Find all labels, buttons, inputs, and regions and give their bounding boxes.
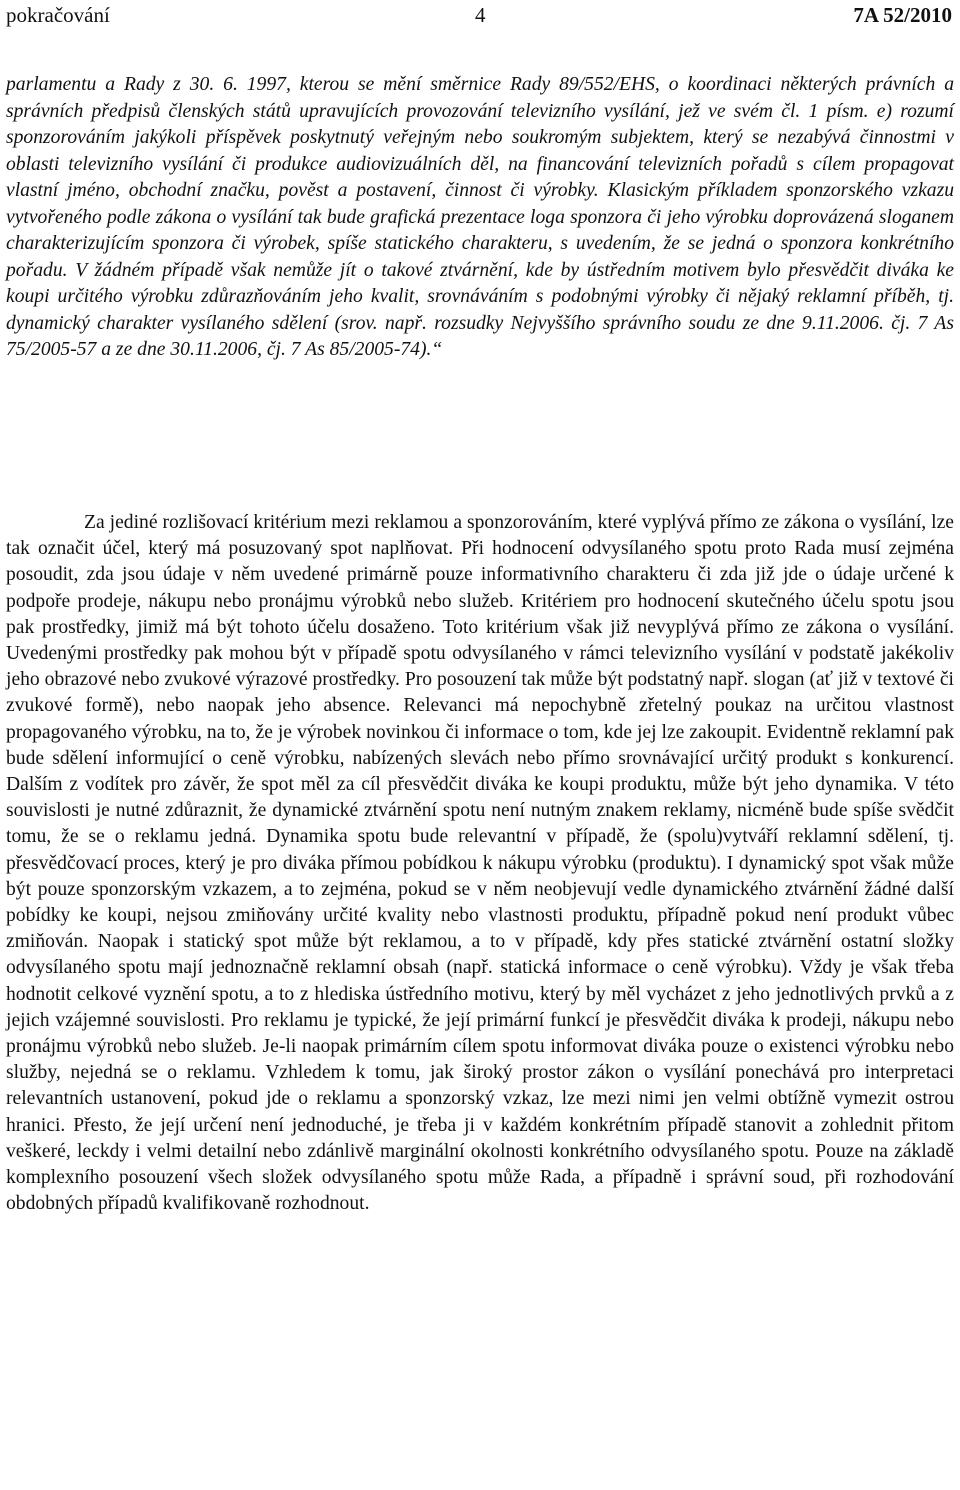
page-number: 4 <box>475 3 486 27</box>
quoted-paragraph: parlamentu a Rady z 30. 6. 1997, kterou se mění směrnice Rady 89/552/EHS, o koordinaci některých právních a správních předpisů členských států upravujících provozování televizního vysílání, jež ve svém čl. 1 písm. e) rozumí sponzorováním jakýkoli příspěvek poskytnutý veřejným nebo soukromým subjektem, který se nezabývá činnostmi v oblasti televizního vysílání či produkce audiovizuálních děl, na financování televizních pořadů s cílem propagovat vlastní jméno, obchodní značku, pověst a postavení, činnost či výrobky. Klasickým příkladem sponzorského vzkazu vytvořeného podle zákona o vysílání tak bude grafická prezentace loga sponzora či jeho výrobku doprovázená sloganem charakterizujícím sponzora či výrobek, spíše statického charakteru, s uvedením, že se jedná o sponzora konkrétního pořadu. V žádném případě však nemůže jít o takové ztvárnění, kde by ústředním motivem bylo přesvědčit diváka ke koupi určitého výrobku zdůrazňováním jeho kvalit, srovnáváním s podobnými výrobky či nějaký reklamní příběh, tj. dynamický charakter vysílaného sdělení (srov. např. rozsudky Nejvyššího správního soudu ze dne 9.11.2006. čj. 7 As 75/2005-57 a ze dne 30.11.2006, čj. 7 As 85/2005-74).“ <box>6 74 954 360</box>
body-paragraph: Za jediné rozlišovací kritérium mezi reklamou a sponzorováním, které vyplývá přímo ze zákona o vysílání, lze tak označit účel, který má posuzovaný spot naplňovat. Při hodnocení odvysílaného spotu proto Rada musí zejména posoudit, zda jsou údaje v něm uvedené primárně pouze informativního charakteru či zda již jde o údaje určené k podpoře prodeje, nákupu nebo pronájmu výrobků nebo služeb. Kritériem pro hodnocení skutečného účelu spotu jsou pak prostředky, jimiž má být tohoto účelu dosaženo. Toto kritérium však již nevyplývá přímo ze zákona o vysílání. Uvedenými prostředky pak mohou být v případě spotu odvysílaného v rámci televizního vysílání v podstatě jakékoliv jeho obrazové nebo zvukové výrazové prostředky. Pro posouzení tak může být podstatný např. slogan (ať již v textové či zvukové formě), nebo naopak jeho absence. Relevanci má nepochybně zřetelný poukaz na určitou vlastnost propagovaného výrobku, na to, že je výrobek novinkou či informace o tom, kde jej lze zakoupit. Evidentně reklamní pak bude sdělení informující o ceně výrobku, nabízených slevách nebo přímo srovnávající určitý produkt s konkurencí. Dalším z vodítek pro závěr, že spot měl za cíl přesvědčit diváka ke koupi produktu, může být jeho dynamika. V této souvislosti je nutné zdůraznit, že dynamické ztvárnění spotu není nutným znakem reklamy, nicméně bude spíše svědčit tomu, že se o reklamu jedná. Dynamika spotu bude relevantní v případě, že (spolu)vytváří reklamní sdělení, tj. přesvědčovací proces, který je pro diváka přímou pobídkou k nákupu výrobku (produktu). I dynamický spot však může být pouze sponzorským vzkazem, a to zejména, pokud se v něm neobjevují vedle dynamického ztvárnění žádné další pobídky ke koupi, nejsou zmiňovány určité kvality nebo vlastnosti produktu, případně pokud není produkt vůbec zmiňován. Naopak i statický spot může být reklamou, a to v případě, kdy přes statické ztvárnění ostatní složky odvysílaného spotu mají jednoznačně reklamní obsah (např. statická informace o ceně výrobku). Vždy je však třeba hodnotit celkové vyznění spotu, a to z hlediska ústředního motivu, který by měl vycházet z jeho jednotlivých prvků a z jejich vzájemné souvislosti. Pro reklamu je typické, že její primární funkcí je přesvědčit diváka k prodeji, nákupu nebo pronájmu výrobků nebo služeb. Je-li naopak primárním cílem spotu informovat diváka pouze o existenci výrobku nebo služby, nejedná se o reklamu. Vzhledem k tomu, jak široký prostor zákon o vysílání ponechává pro interpretaci relevantních ustanovení, pokud jde o reklamu a sponzorský vzkaz, lze mezi nimi jen velmi obtížně vymezit ostrou hranici. Přesto, že její určení není jednoduché, je třeba ji v každém konkrétním případě stanovit a zohlednit přitom veškeré, leckdy i velmi detailní nebo zdánlivě marginální okolnosti konkrétního odvysílaného spotu. Pouze na základě komplexního posouzení všech složek odvysílaného spotu může Rada, a případně i správní soud, při rozhodování obdobných případů kvalifikovaně rozhodnout. <box>6 512 954 1215</box>
case-number: 7A 52/2010 <box>853 3 952 27</box>
continuation-label: pokračování <box>6 3 110 27</box>
page-header <box>6 2 952 28</box>
